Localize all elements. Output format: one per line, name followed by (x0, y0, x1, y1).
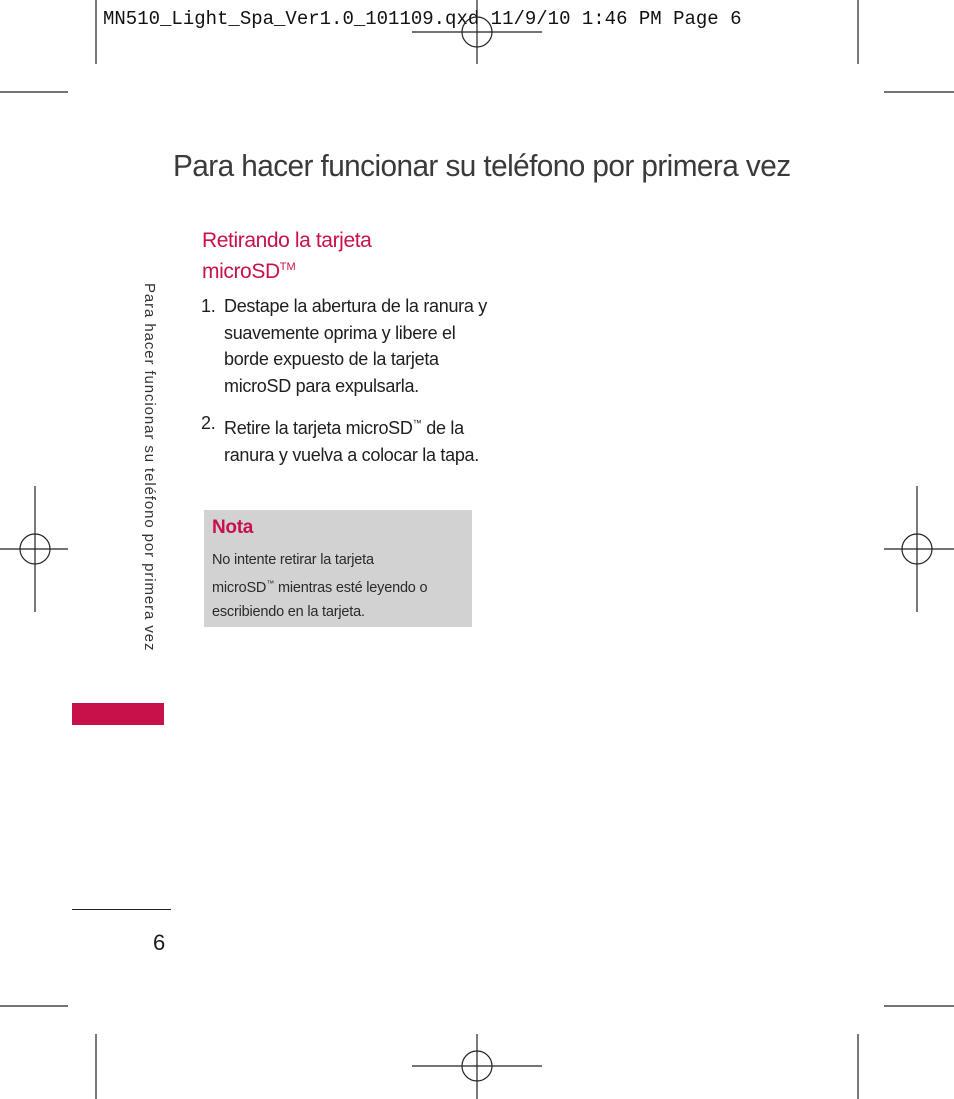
side-tab-marker (72, 703, 164, 725)
step-number: 2. (201, 413, 216, 433)
note-line: No intente retirar la tarjeta (212, 552, 374, 568)
note-line (212, 572, 464, 600)
section-heading-line1: Retirando la tarjeta (202, 229, 372, 252)
note-line2-after: mientras esté leyendo o (274, 580, 428, 596)
step-text-after: de la ranura y vuelva a colocar la tapa. (224, 418, 479, 465)
side-tab-text: Para hacer funcionar su teléfono por primera vez (141, 283, 158, 652)
step-number: 1. (201, 296, 216, 316)
step-text-before: Retire la tarjeta microSD (224, 418, 413, 438)
steps-list (201, 293, 501, 479)
section-heading-microsd: microSD (202, 260, 280, 283)
note-title: Nota (212, 517, 254, 538)
page-title: Para hacer funcionar su teléfono por primera vez (173, 148, 791, 183)
step-text (224, 410, 501, 468)
note-line: escribiendo en la tarjeta. (212, 604, 365, 620)
step-text: Destape la abertura de la ranura y suavemente oprima y libere el borde expuesto de la tarjeta microSD para expulsarla. (224, 296, 487, 396)
slug-line: MN510_Light_Spa_Ver1.0_101109.qxd 11/9/10 1:46 PM Page 6 (103, 8, 742, 30)
section-heading-line2 (202, 254, 462, 285)
page-number: 6 (153, 930, 166, 955)
trademark-mark: ™ (266, 579, 275, 588)
step-item (201, 293, 501, 399)
note-body (212, 548, 464, 624)
trademark-mark: TM (279, 261, 296, 273)
folio-rule (72, 909, 171, 910)
trademark-mark: ™ (412, 418, 422, 428)
note-box (204, 510, 472, 627)
section-heading (202, 228, 462, 285)
note-line2-before: microSD (212, 580, 267, 596)
step-item (201, 410, 501, 468)
